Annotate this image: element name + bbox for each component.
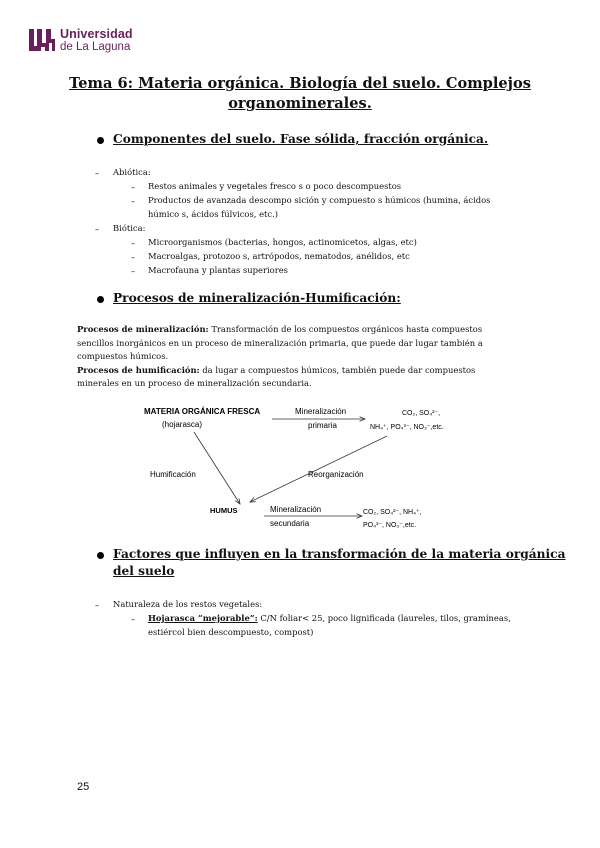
products-primaria-2: NH₄⁺, PO₄³⁻, NO₃⁻,etc. <box>370 424 444 431</box>
text-line: da lugar a compuestos húmicos, también puede dar compuestos <box>199 364 476 375</box>
section-heading-procesos: Procesos de mineralización-Humificación: <box>113 291 401 305</box>
label-reorganizacion: Reorganización <box>308 470 364 479</box>
label-min-secundaria-2: secundaria <box>270 519 310 528</box>
list-item: Macrofauna y plantas superiores <box>148 265 288 275</box>
heading-line-1: Factores que influyen en la transformación de la materia orgánica <box>113 547 566 561</box>
heading-line-2: del suelo <box>113 564 175 578</box>
university-logo-icon <box>29 29 55 55</box>
label-humificacion: Humificación <box>150 470 196 479</box>
page-title <box>60 74 540 114</box>
section-bullet <box>97 296 104 303</box>
logo-text-universidad: Universidad <box>60 27 133 41</box>
list-item: Restos animales y vegetales fresco s o poco descompuestos <box>148 181 402 191</box>
dash-marker: – <box>95 168 100 178</box>
title-line-1: Tema 6: Materia orgánica. Biología del suelo. Complejos <box>69 75 531 92</box>
term-humificacion: Procesos de humificación: <box>77 364 200 375</box>
paragraph-mineralizacion <box>77 323 523 391</box>
label-min-secundaria-1: Mineralización <box>270 505 322 514</box>
products-secundaria-1: CO₂, SO₄²⁻, NH₄⁺, <box>363 509 422 516</box>
dash-marker: – <box>131 614 136 624</box>
products-primaria-1: CO₂, SO₄²⁻, <box>402 410 441 417</box>
logo-text-la-laguna: de La Laguna <box>60 41 131 53</box>
abiotica-label: Abiótica: <box>113 167 151 177</box>
list-item-continuation: húmico s, ácidos fúlvicos, etc.) <box>148 209 279 219</box>
list-item <box>148 611 511 625</box>
list-item: Microorganismos (bacterias, hongos, actinomicetos, algas, etc) <box>148 237 417 247</box>
list-item: Macroalgas, protozoo s, artrópodos, nematodos, anélidos, etc <box>148 251 410 261</box>
section-bullet <box>97 552 104 559</box>
text-line: C/N foliar< 25, poco lignificada (laureles, tilos, gramíneas, <box>257 613 511 623</box>
term-mineralizacion: Procesos de mineralización: <box>77 324 209 334</box>
naturaleza-label: Naturaleza de los restos vegetales: <box>113 599 263 609</box>
label-min-primaria-1: Mineralización <box>295 407 347 416</box>
arrow-reorganizacion <box>250 436 387 502</box>
node-humus: HUMUS <box>210 506 238 515</box>
node-hojarasca: (hojarasca) <box>162 420 203 429</box>
section-bullet <box>97 137 104 144</box>
biotica-label: Biótica: <box>113 223 146 233</box>
text-line: sencillos inorgánicos en un proceso de mineralización primaria, que puede dar lugar también a <box>77 337 483 348</box>
text-line: Transformación de los compuestos orgánicos hasta compuestos <box>208 324 483 334</box>
label-min-primaria-2: primaria <box>308 421 337 430</box>
dash-marker: – <box>95 224 100 234</box>
section-heading-factores <box>113 546 565 580</box>
hojarasca-term: Hojarasca “mejorable”: <box>148 613 258 623</box>
text-line: compuestos húmicos. <box>77 351 169 361</box>
mineralization-diagram <box>130 400 480 535</box>
page-number: 25 <box>77 781 90 793</box>
node-materia-organica: MATERIA ORGÁNICA FRESCA <box>144 407 261 416</box>
dash-marker: – <box>131 182 136 192</box>
list-item-continuation: estiércol bien descompuesto, compost) <box>148 627 314 637</box>
text-line: minerales en un proceso de mineralización secundaria. <box>77 378 312 388</box>
arrow-humificacion <box>194 432 240 504</box>
dash-marker: – <box>131 238 136 248</box>
title-line-2: organominerales. <box>228 95 372 112</box>
section-heading-componentes: Componentes del suelo. Fase sólida, fracción orgánica. <box>113 132 489 146</box>
products-secundaria-2: PO₄³⁻, NO₃⁻,etc. <box>363 522 417 529</box>
dash-marker: – <box>131 196 136 206</box>
dash-marker: – <box>131 266 136 276</box>
dash-marker: – <box>131 252 136 262</box>
list-item: Productos de avanzada descompo sición y compuesto s húmicos (humina, ácidos <box>148 195 491 205</box>
dash-marker: – <box>95 600 100 610</box>
